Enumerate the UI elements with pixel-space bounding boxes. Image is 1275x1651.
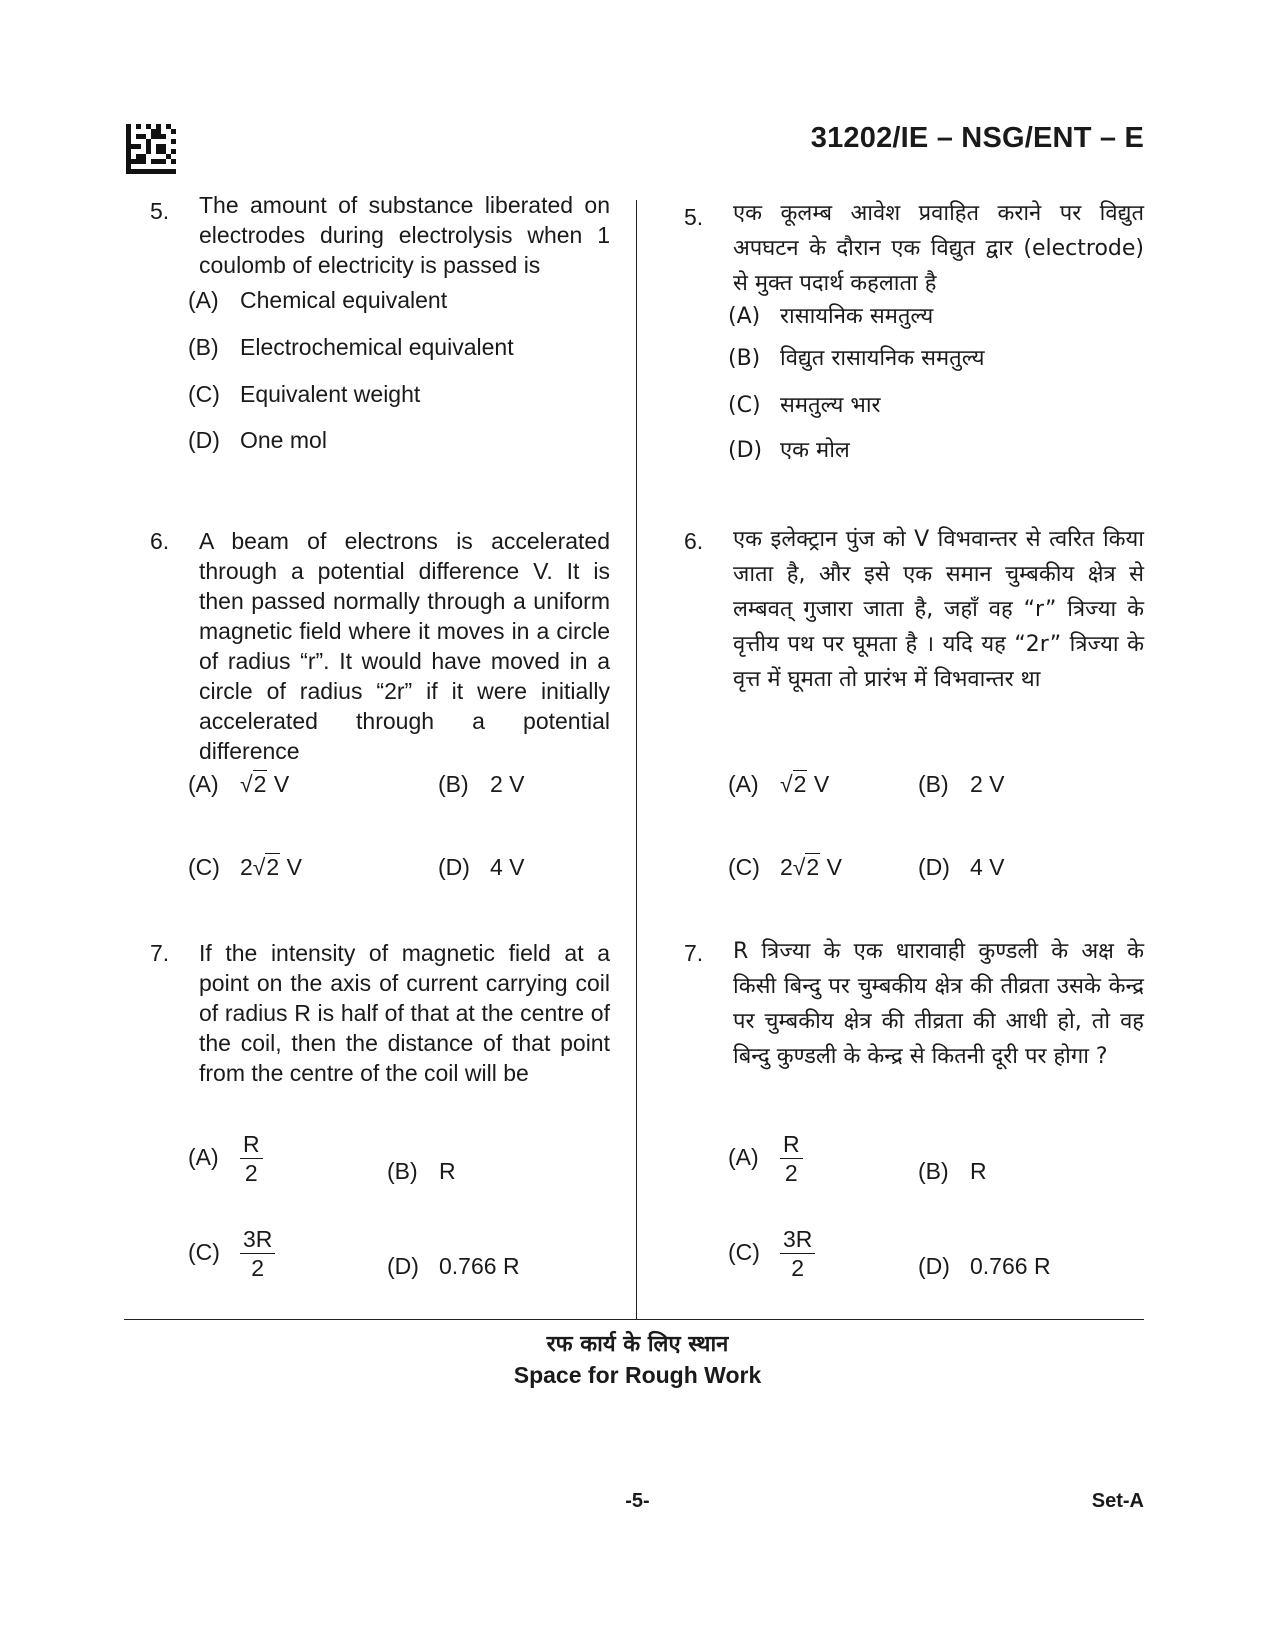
fraction: $\frac{3R}{2}$ [240, 1225, 275, 1282]
fraction: $\frac{3R}{2}$ [780, 1225, 815, 1282]
sqrt-icon: √2 [792, 854, 820, 880]
option-d: (D) One mol [188, 427, 327, 453]
set-label: Set-A [1091, 1490, 1144, 1512]
column-divider [636, 200, 637, 1320]
question-number: 7. [684, 940, 704, 966]
question-text: If the intensity of magnetic field at a point on the axis of current carrying coil of radius R is half of that at the centre of the coil, then the distance of that point from the centre of the coil will be [199, 940, 610, 1086]
rough-work-label-hindi: रफ कार्य के लिए स्थान [546, 1332, 729, 1357]
option-a: (A) √2 V [728, 771, 830, 797]
option-c: (C) 2√2 V [188, 854, 302, 880]
question-text: The amount of substance liberated on electrodes during electrolysis when 1 coulomb of electricity is passed is [199, 192, 610, 278]
question-text: R त्रिज्या के एक धारावाही कुण्डली के अक्ष के किसी बिन्दु पर चुम्बकीय क्षेत्र की तीव्रता उसके केन्द्र पर चुम्बकीय क्षेत्र की तीव्रता की आधी हो, तो वह बिन्दु कुण्डली के केन्द्र से कितनी दूरी पर होगा ? [733, 939, 1144, 1069]
option-a: (A) रासायनिक समतुल्य [728, 304, 934, 329]
question-text: एक कूलम्ब आवेश प्रवाहित कराने पर विद्युत अपघटन के दौरान एक विद्युत द्वार (electrode) से मुक्त पदार्थ कहलाता है [733, 201, 1144, 296]
option-b: (B) R [387, 1158, 456, 1184]
option-a: (A) √2 V [188, 771, 290, 797]
question-number: 5. [150, 198, 170, 224]
page-number: -5- [625, 1490, 650, 1512]
option-d: (D) एक मोल [728, 438, 850, 463]
option-a: (A) $\frac{R}{2}$ [728, 1130, 803, 1187]
question-number: 7. [150, 940, 170, 966]
option-b: (B) R [918, 1158, 987, 1184]
question-text: एक इलेक्ट्रान पुंज को V विभवान्तर से त्वरित किया जाता है, और इसे एक समान चुम्बकीय क्षेत्र से लम्बवत् गुजारा जाता है, जहाँ वह “r” त्रिज्या के वृत्तीय पथ पर घूमता है । यदि यह “2r” त्रिज्या के वृत्त में घूमता तो प्रारंभ में विभवान्तर था [733, 527, 1144, 692]
option-c: (C) $\frac{3R}{2}$ [188, 1225, 275, 1282]
question-number: 5. [684, 204, 704, 230]
sqrt-icon: √2 [240, 771, 267, 797]
option-c: (C) $\frac{3R}{2}$ [728, 1225, 815, 1282]
bottom-divider [124, 1319, 1144, 1320]
option-a: (A) $\frac{R}{2}$ [188, 1130, 263, 1187]
option-c: (C) Equivalent weight [188, 381, 421, 407]
paper-code: 31202/IE – NSG/ENT – E [810, 122, 1144, 154]
question-number: 6. [684, 528, 704, 554]
option-a: (A) Chemical equivalent [188, 287, 448, 313]
qr-code [126, 124, 176, 174]
option-b: (B) विद्युत रासायनिक समतुल्य [728, 346, 985, 371]
question-number: 6. [150, 528, 170, 554]
option-c: (C) 2√2 V [728, 854, 842, 880]
rough-work-label-english: Space for Rough Work [513, 1362, 762, 1388]
option-b: (B) Electrochemical equivalent [188, 334, 514, 360]
option-c: (C) समतुल्य भार [728, 393, 881, 418]
sqrt-icon: √2 [780, 771, 807, 797]
fraction: $\frac{R}{2}$ [780, 1130, 803, 1187]
sqrt-icon: √2 [252, 854, 280, 880]
question-text: A beam of electrons is accelerated through a potential difference V. It is then passed normally through a uniform magnetic field where it moves in a circle of radius “r”. It would have moved in a circle of radius “2r” if it were initially accelerated through a potential difference [199, 528, 610, 764]
option-d: (D) 4 V [438, 854, 525, 880]
option-d: (D) 4 V [918, 854, 1005, 880]
option-b: (B) 2 V [918, 771, 1005, 797]
option-d: (D) 0.766 R [918, 1253, 1051, 1279]
fraction: $\frac{R}{2}$ [240, 1130, 263, 1187]
option-d: (D) 0.766 R [387, 1253, 520, 1279]
option-b: (B) 2 V [438, 771, 525, 797]
